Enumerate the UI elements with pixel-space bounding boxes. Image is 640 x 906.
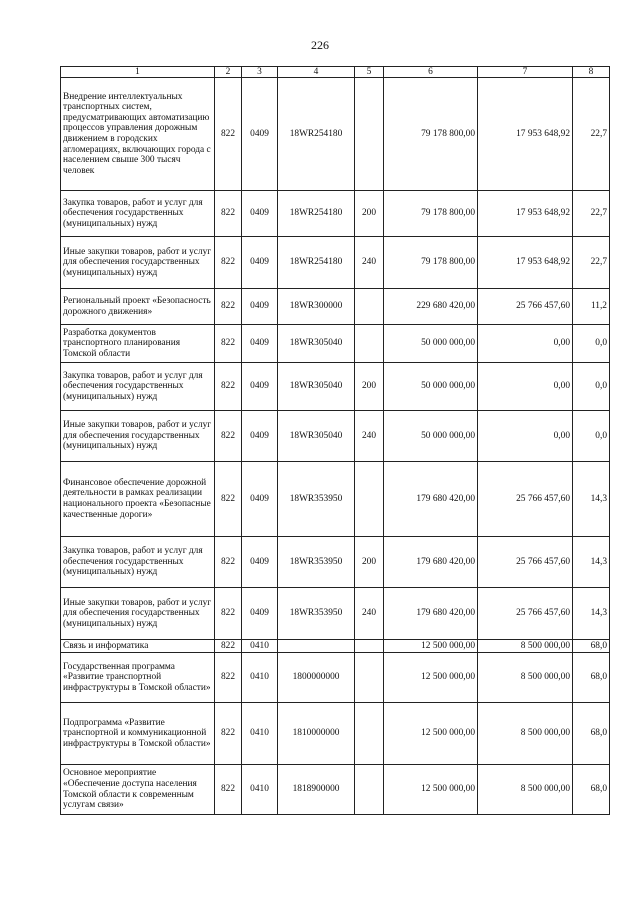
row-name: Иные закупки товаров, работ и услуг для обеспечения государственных (муниципальных) нужд [61, 411, 215, 462]
row-fact: 25 766 457,60 [478, 289, 573, 325]
row-vr: 200 [355, 191, 384, 237]
table-row [61, 653, 610, 703]
row-fact: 8 500 000,00 [478, 653, 573, 703]
row-fact: 25 766 457,60 [478, 588, 573, 640]
row-plan: 50 000 000,00 [384, 411, 478, 462]
row-target: 18WR353950 [278, 588, 355, 640]
table-row [61, 703, 610, 765]
table-row [61, 237, 610, 289]
row-fact: 0,00 [478, 411, 573, 462]
row-section: 0409 [242, 325, 278, 363]
row-fact: 17 953 648,92 [478, 191, 573, 237]
row-target: 18WR305040 [278, 325, 355, 363]
row-fact: 8 500 000,00 [478, 765, 573, 815]
row-grbs: 822 [215, 588, 242, 640]
page-number: 226 [311, 38, 329, 52]
row-grbs: 822 [215, 462, 242, 537]
row-section: 0409 [242, 289, 278, 325]
row-name: Разработка документов транспортного планирования Томской области [61, 325, 215, 363]
row-vr [355, 78, 384, 191]
row-plan: 50 000 000,00 [384, 325, 478, 363]
row-section: 0409 [242, 462, 278, 537]
row-name: Закупка товаров, работ и услуг для обеспечения государственных (муниципальных) нужд [61, 191, 215, 237]
row-target: 18WR353950 [278, 462, 355, 537]
row-section: 0409 [242, 78, 278, 191]
table-row [61, 640, 610, 653]
row-pct: 22,7 [573, 191, 610, 237]
row-grbs: 822 [215, 640, 242, 653]
row-pct: 0,0 [573, 363, 610, 411]
row-fact: 0,00 [478, 363, 573, 411]
row-vr [355, 765, 384, 815]
row-vr: 240 [355, 411, 384, 462]
row-pct: 14,3 [573, 588, 610, 640]
row-plan: 12 500 000,00 [384, 765, 478, 815]
row-grbs: 822 [215, 325, 242, 363]
row-grbs: 822 [215, 363, 242, 411]
table-row [61, 411, 610, 462]
row-grbs: 822 [215, 78, 242, 191]
table-row [61, 588, 610, 640]
row-vr [355, 703, 384, 765]
row-section: 0410 [242, 653, 278, 703]
row-pct: 68,0 [573, 640, 610, 653]
row-name: Иные закупки товаров, работ и услуг для обеспечения государственных (муниципальных) нужд [61, 237, 215, 289]
row-vr [355, 289, 384, 325]
row-target: 18WR353950 [278, 537, 355, 588]
column-header: 7 [478, 67, 573, 78]
row-section: 0409 [242, 237, 278, 289]
row-name: Внедрение интеллектуальных транспортных систем, предусматривающих автоматизацию процессов управления дорожным движением в городских агломерациях, включающих города с населением свыше 300 тысяч человек [61, 78, 215, 191]
row-section: 0410 [242, 640, 278, 653]
row-target: 1818900000 [278, 765, 355, 815]
row-vr [355, 640, 384, 653]
row-pct: 68,0 [573, 765, 610, 815]
table-row [61, 537, 610, 588]
row-fact: 0,00 [478, 325, 573, 363]
row-section: 0409 [242, 411, 278, 462]
row-section: 0409 [242, 588, 278, 640]
row-fact: 17 953 648,92 [478, 78, 573, 191]
row-vr: 240 [355, 237, 384, 289]
row-grbs: 822 [215, 765, 242, 815]
row-target: 18WR254180 [278, 191, 355, 237]
row-name: Подпрограмма «Развитие транспортной и коммуникационной инфраструктуры в Томской области» [61, 703, 215, 765]
row-plan: 12 500 000,00 [384, 640, 478, 653]
row-plan: 50 000 000,00 [384, 363, 478, 411]
row-vr: 240 [355, 588, 384, 640]
row-name: Финансовое обеспечение дорожной деятельности в рамках реализации национального проекта «Безопасные качественные дороги» [61, 462, 215, 537]
row-target: 18WR305040 [278, 411, 355, 462]
row-grbs: 822 [215, 537, 242, 588]
row-pct: 22,7 [573, 237, 610, 289]
row-plan: 179 680 420,00 [384, 462, 478, 537]
row-vr [355, 462, 384, 537]
budget-table [60, 66, 610, 815]
row-target: 1810000000 [278, 703, 355, 765]
row-fact: 25 766 457,60 [478, 537, 573, 588]
row-grbs: 822 [215, 653, 242, 703]
row-target: 1800000000 [278, 653, 355, 703]
row-plan: 12 500 000,00 [384, 653, 478, 703]
row-plan: 179 680 420,00 [384, 588, 478, 640]
row-section: 0409 [242, 363, 278, 411]
table-row [61, 462, 610, 537]
row-grbs: 822 [215, 289, 242, 325]
row-plan: 12 500 000,00 [384, 703, 478, 765]
row-name: Региональный проект «Безопасность дорожного движения» [61, 289, 215, 325]
row-target: 18WR300000 [278, 289, 355, 325]
row-vr [355, 653, 384, 703]
row-name: Закупка товаров, работ и услуг для обеспечения государственных (муниципальных) нужд [61, 363, 215, 411]
row-target: 18WR305040 [278, 363, 355, 411]
row-section: 0409 [242, 191, 278, 237]
row-target [278, 640, 355, 653]
row-plan: 179 680 420,00 [384, 537, 478, 588]
row-pct: 14,3 [573, 537, 610, 588]
row-pct: 0,0 [573, 325, 610, 363]
row-pct: 14,3 [573, 462, 610, 537]
row-grbs: 822 [215, 703, 242, 765]
row-target: 18WR254180 [278, 78, 355, 191]
column-header: 1 [61, 67, 215, 78]
table-row [61, 78, 610, 191]
column-header: 8 [573, 67, 610, 78]
row-pct: 11,2 [573, 289, 610, 325]
column-header: 4 [278, 67, 355, 78]
row-plan: 229 680 420,00 [384, 289, 478, 325]
row-name: Иные закупки товаров, работ и услуг для обеспечения государственных (муниципальных) нужд [61, 588, 215, 640]
row-name: Основное мероприятие «Обеспечение доступа населения Томской области к современным услугам связи» [61, 765, 215, 815]
table-row [61, 325, 610, 363]
row-grbs: 822 [215, 411, 242, 462]
row-pct: 68,0 [573, 703, 610, 765]
column-header: 6 [384, 67, 478, 78]
row-target: 18WR254180 [278, 237, 355, 289]
table-row [61, 289, 610, 325]
table-row [61, 191, 610, 237]
row-fact: 8 500 000,00 [478, 640, 573, 653]
row-section: 0409 [242, 537, 278, 588]
row-grbs: 822 [215, 191, 242, 237]
row-plan: 79 178 800,00 [384, 78, 478, 191]
header-row [61, 67, 610, 78]
column-header: 2 [215, 67, 242, 78]
row-pct: 68,0 [573, 653, 610, 703]
row-pct: 22,7 [573, 78, 610, 191]
row-fact: 25 766 457,60 [478, 462, 573, 537]
row-vr [355, 325, 384, 363]
row-plan: 79 178 800,00 [384, 191, 478, 237]
row-section: 0410 [242, 765, 278, 815]
column-header: 5 [355, 67, 384, 78]
table-row [61, 765, 610, 815]
row-fact: 17 953 648,92 [478, 237, 573, 289]
row-name: Государственная программа «Развитие транспортной инфраструктуры в Томской области» [61, 653, 215, 703]
row-vr: 200 [355, 363, 384, 411]
row-name: Связь и информатика [61, 640, 215, 653]
table-row [61, 363, 610, 411]
row-name: Закупка товаров, работ и услуг для обеспечения государственных (муниципальных) нужд [61, 537, 215, 588]
row-grbs: 822 [215, 237, 242, 289]
row-pct: 0,0 [573, 411, 610, 462]
row-plan: 79 178 800,00 [384, 237, 478, 289]
row-vr: 200 [355, 537, 384, 588]
row-section: 0410 [242, 703, 278, 765]
column-header: 3 [242, 67, 278, 78]
row-fact: 8 500 000,00 [478, 703, 573, 765]
